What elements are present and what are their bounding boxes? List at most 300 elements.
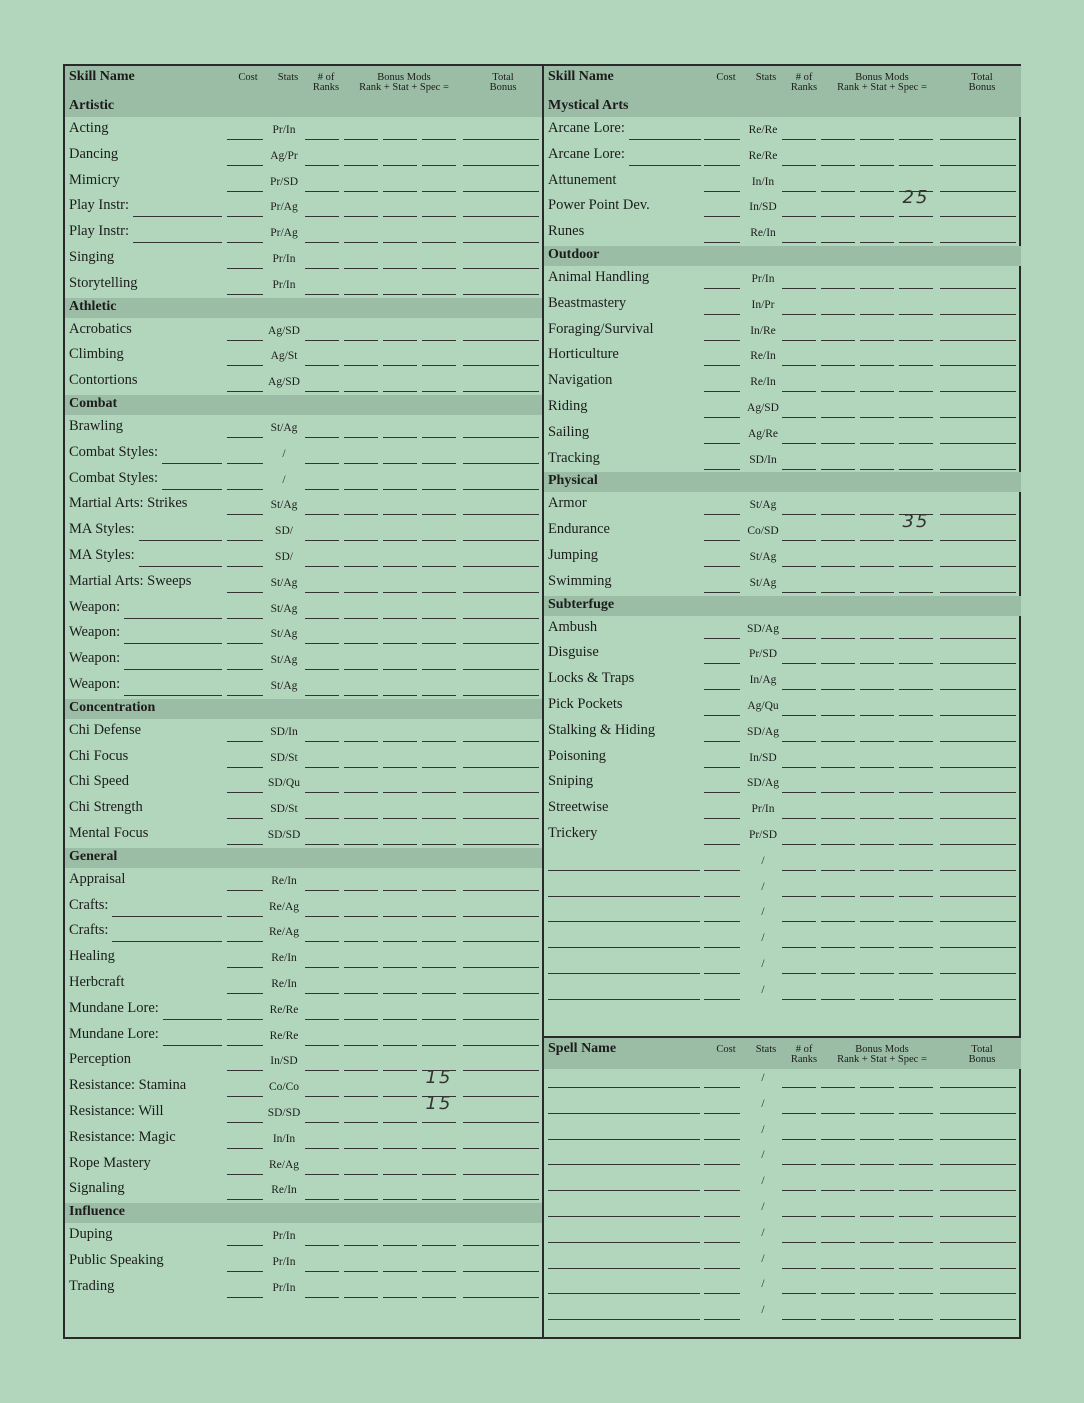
stat-bonus-field[interactable] bbox=[383, 695, 417, 696]
total-bonus-field[interactable] bbox=[940, 818, 1016, 819]
skill-specialization-field[interactable] bbox=[163, 1045, 222, 1046]
stat-bonus-field[interactable] bbox=[383, 792, 417, 793]
cost-field[interactable] bbox=[227, 695, 263, 696]
cost-field[interactable] bbox=[704, 663, 740, 664]
spec-bonus-field[interactable] bbox=[422, 463, 456, 464]
stat-bonus-field[interactable] bbox=[860, 443, 894, 444]
total-bonus-field[interactable] bbox=[940, 870, 1016, 871]
total-bonus-field[interactable] bbox=[463, 242, 539, 243]
skill-specialization-field[interactable] bbox=[629, 165, 701, 166]
total-bonus-field[interactable] bbox=[940, 1139, 1016, 1140]
spec-bonus-field[interactable] bbox=[899, 715, 933, 716]
spec-bonus-field[interactable] bbox=[422, 437, 456, 438]
rank-bonus-field[interactable] bbox=[821, 896, 855, 897]
cost-field[interactable] bbox=[704, 1319, 740, 1320]
ranks-field[interactable] bbox=[782, 1293, 816, 1294]
spec-bonus-field[interactable] bbox=[422, 695, 456, 696]
total-bonus-field[interactable] bbox=[463, 1245, 539, 1246]
rank-bonus-field[interactable] bbox=[821, 999, 855, 1000]
cost-field[interactable] bbox=[227, 1070, 263, 1071]
spell-name-field[interactable] bbox=[548, 1087, 700, 1088]
rank-bonus-field[interactable] bbox=[821, 443, 855, 444]
rank-bonus-field[interactable] bbox=[821, 216, 855, 217]
total-bonus-field[interactable] bbox=[940, 216, 1016, 217]
stat-bonus-field[interactable] bbox=[860, 973, 894, 974]
rank-bonus-field[interactable] bbox=[821, 1242, 855, 1243]
cost-field[interactable] bbox=[227, 391, 263, 392]
total-bonus-field[interactable] bbox=[940, 417, 1016, 418]
total-bonus-field[interactable] bbox=[940, 469, 1016, 470]
ranks-field[interactable] bbox=[782, 288, 816, 289]
stat-bonus-field[interactable] bbox=[860, 638, 894, 639]
stat-bonus-field[interactable] bbox=[383, 437, 417, 438]
rank-bonus-field[interactable] bbox=[344, 340, 378, 341]
spell-name-field[interactable] bbox=[548, 1113, 700, 1114]
stat-bonus-field[interactable] bbox=[383, 514, 417, 515]
ranks-field[interactable] bbox=[305, 967, 339, 968]
ranks-field[interactable] bbox=[782, 514, 816, 515]
ranks-field[interactable] bbox=[782, 896, 816, 897]
total-bonus-field[interactable] bbox=[463, 1271, 539, 1272]
rank-bonus-field[interactable] bbox=[344, 514, 378, 515]
cost-field[interactable] bbox=[704, 1113, 740, 1114]
total-bonus-field[interactable] bbox=[463, 489, 539, 490]
stat-bonus-field[interactable] bbox=[383, 540, 417, 541]
rank-bonus-field[interactable] bbox=[821, 767, 855, 768]
rank-bonus-field[interactable] bbox=[344, 191, 378, 192]
spec-bonus-field[interactable] bbox=[422, 540, 456, 541]
rank-bonus-field[interactable] bbox=[344, 1070, 378, 1071]
stat-bonus-field[interactable] bbox=[860, 191, 894, 192]
total-bonus-field[interactable] bbox=[463, 391, 539, 392]
rank-bonus-field[interactable] bbox=[821, 792, 855, 793]
cost-field[interactable] bbox=[227, 792, 263, 793]
spec-bonus-field[interactable] bbox=[422, 844, 456, 845]
total-bonus-field[interactable] bbox=[463, 818, 539, 819]
total-bonus-field[interactable] bbox=[463, 463, 539, 464]
rank-bonus-field[interactable] bbox=[821, 1216, 855, 1217]
ranks-field[interactable] bbox=[305, 242, 339, 243]
rank-bonus-field[interactable] bbox=[821, 870, 855, 871]
total-bonus-field[interactable] bbox=[463, 916, 539, 917]
cost-field[interactable] bbox=[227, 592, 263, 593]
rank-bonus-field[interactable] bbox=[344, 489, 378, 490]
total-bonus-field[interactable] bbox=[940, 242, 1016, 243]
spec-bonus-field[interactable] bbox=[899, 1216, 933, 1217]
rank-bonus-field[interactable] bbox=[821, 947, 855, 948]
rank-bonus-field[interactable] bbox=[821, 288, 855, 289]
rank-bonus-field[interactable] bbox=[821, 417, 855, 418]
rank-bonus-field[interactable] bbox=[344, 391, 378, 392]
ranks-field[interactable] bbox=[305, 941, 339, 942]
ranks-field[interactable] bbox=[305, 165, 339, 166]
spec-bonus-field[interactable] bbox=[899, 242, 933, 243]
total-bonus-field[interactable] bbox=[940, 592, 1016, 593]
stat-bonus-field[interactable] bbox=[860, 1216, 894, 1217]
rank-bonus-field[interactable] bbox=[821, 1190, 855, 1191]
cost-field[interactable] bbox=[704, 844, 740, 845]
stat-bonus-field[interactable] bbox=[383, 967, 417, 968]
rank-bonus-field[interactable] bbox=[344, 941, 378, 942]
cost-field[interactable] bbox=[227, 993, 263, 994]
total-bonus-field[interactable] bbox=[940, 365, 1016, 366]
total-bonus-field[interactable] bbox=[463, 566, 539, 567]
cost-field[interactable] bbox=[704, 514, 740, 515]
spell-name-field[interactable] bbox=[548, 1216, 700, 1217]
rank-bonus-field[interactable] bbox=[344, 294, 378, 295]
ranks-field[interactable] bbox=[305, 1122, 339, 1123]
rank-bonus-field[interactable] bbox=[344, 767, 378, 768]
cost-field[interactable] bbox=[704, 1164, 740, 1165]
cost-field[interactable] bbox=[704, 139, 740, 140]
spec-bonus-field[interactable] bbox=[899, 663, 933, 664]
rank-bonus-field[interactable] bbox=[344, 792, 378, 793]
cost-field[interactable] bbox=[227, 741, 263, 742]
stat-bonus-field[interactable] bbox=[860, 139, 894, 140]
ranks-field[interactable] bbox=[305, 1199, 339, 1200]
stat-bonus-field[interactable] bbox=[860, 999, 894, 1000]
spec-bonus-field[interactable] bbox=[899, 818, 933, 819]
rank-bonus-field[interactable] bbox=[821, 1113, 855, 1114]
stat-bonus-field[interactable] bbox=[860, 792, 894, 793]
stat-bonus-field[interactable] bbox=[860, 566, 894, 567]
ranks-field[interactable] bbox=[305, 643, 339, 644]
ranks-field[interactable] bbox=[782, 469, 816, 470]
spec-bonus-field[interactable] bbox=[899, 1113, 933, 1114]
spec-bonus-field[interactable] bbox=[899, 1293, 933, 1294]
ranks-field[interactable] bbox=[305, 268, 339, 269]
spec-bonus-field[interactable] bbox=[899, 921, 933, 922]
spec-bonus-field[interactable] bbox=[422, 216, 456, 217]
rank-bonus-field[interactable] bbox=[344, 165, 378, 166]
cost-field[interactable] bbox=[227, 365, 263, 366]
ranks-field[interactable] bbox=[782, 870, 816, 871]
spec-bonus-field[interactable] bbox=[899, 139, 933, 140]
total-bonus-field[interactable] bbox=[463, 540, 539, 541]
total-bonus-field[interactable] bbox=[940, 792, 1016, 793]
spec-bonus-field[interactable] bbox=[422, 1271, 456, 1272]
stat-bonus-field[interactable] bbox=[860, 741, 894, 742]
cost-field[interactable] bbox=[227, 294, 263, 295]
cost-field[interactable] bbox=[704, 1268, 740, 1269]
total-bonus-field[interactable] bbox=[463, 669, 539, 670]
spec-bonus-field[interactable] bbox=[422, 139, 456, 140]
rank-bonus-field[interactable] bbox=[344, 993, 378, 994]
rank-bonus-field[interactable] bbox=[344, 437, 378, 438]
skill-specialization-field[interactable] bbox=[124, 695, 222, 696]
rank-bonus-field[interactable] bbox=[821, 314, 855, 315]
total-bonus-field[interactable] bbox=[940, 540, 1016, 541]
ranks-field[interactable] bbox=[305, 566, 339, 567]
stat-bonus-field[interactable] bbox=[383, 890, 417, 891]
rank-bonus-field[interactable] bbox=[821, 1268, 855, 1269]
stat-bonus-field[interactable] bbox=[383, 941, 417, 942]
spec-bonus-field[interactable] bbox=[899, 792, 933, 793]
rank-bonus-field[interactable] bbox=[344, 844, 378, 845]
cost-field[interactable] bbox=[227, 340, 263, 341]
stat-bonus-field[interactable] bbox=[383, 767, 417, 768]
ranks-field[interactable] bbox=[782, 592, 816, 593]
rank-bonus-field[interactable] bbox=[821, 469, 855, 470]
stat-bonus-field[interactable] bbox=[383, 489, 417, 490]
spec-bonus-field[interactable] bbox=[422, 941, 456, 942]
spec-bonus-field[interactable] bbox=[899, 870, 933, 871]
stat-bonus-field[interactable] bbox=[860, 242, 894, 243]
cost-field[interactable] bbox=[704, 391, 740, 392]
cost-field[interactable] bbox=[704, 870, 740, 871]
stat-bonus-field[interactable] bbox=[860, 818, 894, 819]
rank-bonus-field[interactable] bbox=[344, 1245, 378, 1246]
stat-bonus-field[interactable] bbox=[860, 514, 894, 515]
total-bonus-field[interactable] bbox=[940, 715, 1016, 716]
stat-bonus-field[interactable] bbox=[860, 1139, 894, 1140]
ranks-field[interactable] bbox=[305, 514, 339, 515]
ranks-field[interactable] bbox=[782, 1139, 816, 1140]
rank-bonus-field[interactable] bbox=[821, 818, 855, 819]
ranks-field[interactable] bbox=[782, 767, 816, 768]
stat-bonus-field[interactable] bbox=[383, 216, 417, 217]
rank-bonus-field[interactable] bbox=[821, 242, 855, 243]
skill-specialization-field[interactable] bbox=[162, 489, 222, 490]
rank-bonus-field[interactable] bbox=[344, 463, 378, 464]
cost-field[interactable] bbox=[704, 566, 740, 567]
stat-bonus-field[interactable] bbox=[383, 139, 417, 140]
skill-specialization-field[interactable] bbox=[112, 916, 222, 917]
total-bonus-field[interactable] bbox=[463, 643, 539, 644]
cost-field[interactable] bbox=[227, 191, 263, 192]
total-bonus-field[interactable] bbox=[463, 1174, 539, 1175]
rank-bonus-field[interactable] bbox=[821, 844, 855, 845]
stat-bonus-field[interactable] bbox=[860, 844, 894, 845]
cost-field[interactable] bbox=[227, 941, 263, 942]
total-bonus-field[interactable] bbox=[940, 1164, 1016, 1165]
stat-bonus-field[interactable] bbox=[383, 592, 417, 593]
stat-bonus-field[interactable] bbox=[383, 463, 417, 464]
stat-bonus-field[interactable] bbox=[860, 1268, 894, 1269]
total-bonus-field[interactable] bbox=[940, 191, 1016, 192]
cost-field[interactable] bbox=[704, 288, 740, 289]
spec-bonus-field[interactable] bbox=[422, 489, 456, 490]
total-bonus-field[interactable] bbox=[940, 844, 1016, 845]
rank-bonus-field[interactable] bbox=[821, 1319, 855, 1320]
total-bonus-field[interactable] bbox=[463, 1148, 539, 1149]
stat-bonus-field[interactable] bbox=[860, 1087, 894, 1088]
cost-field[interactable] bbox=[227, 618, 263, 619]
stat-bonus-field[interactable] bbox=[383, 191, 417, 192]
rank-bonus-field[interactable] bbox=[344, 566, 378, 567]
ranks-field[interactable] bbox=[782, 340, 816, 341]
rank-bonus-field[interactable] bbox=[344, 1122, 378, 1123]
stat-bonus-field[interactable] bbox=[860, 1319, 894, 1320]
total-bonus-field[interactable] bbox=[463, 165, 539, 166]
stat-bonus-field[interactable] bbox=[860, 365, 894, 366]
cost-field[interactable] bbox=[704, 1242, 740, 1243]
cost-field[interactable] bbox=[704, 741, 740, 742]
ranks-field[interactable] bbox=[305, 1096, 339, 1097]
total-bonus-field[interactable] bbox=[940, 443, 1016, 444]
cost-field[interactable] bbox=[227, 566, 263, 567]
total-bonus-field[interactable] bbox=[940, 340, 1016, 341]
stat-bonus-field[interactable] bbox=[383, 1148, 417, 1149]
cost-field[interactable] bbox=[704, 1087, 740, 1088]
ranks-field[interactable] bbox=[782, 165, 816, 166]
spec-bonus-field[interactable] bbox=[899, 1139, 933, 1140]
stat-bonus-field[interactable] bbox=[383, 242, 417, 243]
skill-specialization-field[interactable] bbox=[124, 643, 222, 644]
stat-bonus-field[interactable] bbox=[860, 689, 894, 690]
spec-bonus-field[interactable] bbox=[899, 638, 933, 639]
total-bonus-field[interactable] bbox=[940, 1319, 1016, 1320]
cost-field[interactable] bbox=[704, 365, 740, 366]
cost-field[interactable] bbox=[227, 514, 263, 515]
spec-bonus-field[interactable] bbox=[422, 340, 456, 341]
total-bonus-field[interactable] bbox=[463, 695, 539, 696]
spec-bonus-field[interactable] bbox=[899, 469, 933, 470]
spec-bonus-field[interactable] bbox=[422, 1245, 456, 1246]
cost-field[interactable] bbox=[704, 1139, 740, 1140]
ranks-field[interactable] bbox=[782, 792, 816, 793]
ranks-field[interactable] bbox=[782, 921, 816, 922]
skill-specialization-field[interactable] bbox=[162, 463, 222, 464]
total-bonus-field[interactable] bbox=[463, 365, 539, 366]
rank-bonus-field[interactable] bbox=[821, 391, 855, 392]
spec-bonus-field[interactable] bbox=[422, 818, 456, 819]
ranks-field[interactable] bbox=[305, 695, 339, 696]
skill-specialization-field[interactable] bbox=[124, 618, 222, 619]
stat-bonus-field[interactable] bbox=[860, 391, 894, 392]
total-bonus-field[interactable] bbox=[463, 1297, 539, 1298]
total-bonus-field[interactable] bbox=[940, 767, 1016, 768]
skill-specialization-field[interactable] bbox=[139, 540, 222, 541]
skill-specialization-field[interactable] bbox=[124, 669, 222, 670]
total-bonus-field[interactable] bbox=[940, 921, 1016, 922]
cost-field[interactable] bbox=[704, 540, 740, 541]
total-bonus-field[interactable] bbox=[940, 741, 1016, 742]
ranks-field[interactable] bbox=[305, 1019, 339, 1020]
ranks-field[interactable] bbox=[782, 314, 816, 315]
cost-field[interactable] bbox=[227, 1122, 263, 1123]
total-bonus-field[interactable] bbox=[940, 1293, 1016, 1294]
spec-bonus-field[interactable] bbox=[422, 669, 456, 670]
ranks-field[interactable] bbox=[305, 1045, 339, 1046]
rank-bonus-field[interactable] bbox=[344, 1045, 378, 1046]
rank-bonus-field[interactable] bbox=[821, 1087, 855, 1088]
spec-bonus-field[interactable] bbox=[899, 165, 933, 166]
cost-field[interactable] bbox=[704, 314, 740, 315]
stat-bonus-field[interactable] bbox=[860, 947, 894, 948]
rank-bonus-field[interactable] bbox=[344, 139, 378, 140]
ranks-field[interactable] bbox=[305, 592, 339, 593]
total-bonus-field[interactable] bbox=[463, 1070, 539, 1071]
total-bonus-field[interactable] bbox=[940, 288, 1016, 289]
rank-bonus-field[interactable] bbox=[821, 540, 855, 541]
spec-bonus-field[interactable] bbox=[422, 1019, 456, 1020]
rank-bonus-field[interactable] bbox=[344, 643, 378, 644]
ranks-field[interactable] bbox=[782, 715, 816, 716]
spell-name-field[interactable] bbox=[548, 1319, 700, 1320]
skill-name-field[interactable] bbox=[548, 947, 700, 948]
spec-bonus-field[interactable] bbox=[422, 391, 456, 392]
total-bonus-field[interactable] bbox=[940, 1190, 1016, 1191]
spec-bonus-field[interactable] bbox=[422, 741, 456, 742]
cost-field[interactable] bbox=[704, 689, 740, 690]
ranks-field[interactable] bbox=[782, 191, 816, 192]
rank-bonus-field[interactable] bbox=[344, 1174, 378, 1175]
cost-field[interactable] bbox=[704, 767, 740, 768]
cost-field[interactable] bbox=[227, 268, 263, 269]
total-bonus-field[interactable] bbox=[940, 514, 1016, 515]
cost-field[interactable] bbox=[704, 792, 740, 793]
cost-field[interactable] bbox=[227, 1199, 263, 1200]
total-bonus-field[interactable] bbox=[463, 767, 539, 768]
stat-bonus-field[interactable] bbox=[383, 741, 417, 742]
spec-bonus-field[interactable] bbox=[899, 566, 933, 567]
spec-bonus-field[interactable] bbox=[422, 618, 456, 619]
ranks-field[interactable] bbox=[782, 417, 816, 418]
total-bonus-field[interactable] bbox=[463, 1096, 539, 1097]
rank-bonus-field[interactable] bbox=[344, 592, 378, 593]
cost-field[interactable] bbox=[227, 139, 263, 140]
total-bonus-field[interactable] bbox=[463, 592, 539, 593]
rank-bonus-field[interactable] bbox=[344, 741, 378, 742]
ranks-field[interactable] bbox=[782, 365, 816, 366]
rank-bonus-field[interactable] bbox=[821, 1293, 855, 1294]
ranks-field[interactable] bbox=[782, 999, 816, 1000]
rank-bonus-field[interactable] bbox=[344, 618, 378, 619]
cost-field[interactable] bbox=[704, 592, 740, 593]
ranks-field[interactable] bbox=[305, 818, 339, 819]
spec-bonus-field[interactable] bbox=[422, 1148, 456, 1149]
total-bonus-field[interactable] bbox=[940, 391, 1016, 392]
rank-bonus-field[interactable] bbox=[821, 921, 855, 922]
skill-specialization-field[interactable] bbox=[133, 242, 222, 243]
stat-bonus-field[interactable] bbox=[860, 469, 894, 470]
stat-bonus-field[interactable] bbox=[860, 715, 894, 716]
total-bonus-field[interactable] bbox=[940, 896, 1016, 897]
cost-field[interactable] bbox=[704, 896, 740, 897]
stat-bonus-field[interactable] bbox=[860, 767, 894, 768]
skill-specialization-field[interactable] bbox=[112, 941, 222, 942]
spec-bonus-field[interactable] bbox=[899, 999, 933, 1000]
stat-bonus-field[interactable] bbox=[860, 1190, 894, 1191]
spec-bonus-field[interactable] bbox=[899, 896, 933, 897]
total-bonus-field[interactable] bbox=[940, 1113, 1016, 1114]
total-bonus-field[interactable] bbox=[463, 1045, 539, 1046]
total-bonus-field[interactable] bbox=[463, 216, 539, 217]
cost-field[interactable] bbox=[704, 715, 740, 716]
skill-specialization-field[interactable] bbox=[133, 216, 222, 217]
spec-bonus-field[interactable] bbox=[422, 514, 456, 515]
spec-bonus-field[interactable] bbox=[899, 1164, 933, 1165]
cost-field[interactable] bbox=[227, 767, 263, 768]
rank-bonus-field[interactable] bbox=[344, 268, 378, 269]
spell-name-field[interactable] bbox=[548, 1242, 700, 1243]
total-bonus-field[interactable] bbox=[940, 1087, 1016, 1088]
spec-bonus-field[interactable] bbox=[422, 365, 456, 366]
stat-bonus-field[interactable] bbox=[383, 1245, 417, 1246]
ranks-field[interactable] bbox=[782, 1113, 816, 1114]
rank-bonus-field[interactable] bbox=[821, 514, 855, 515]
spell-name-field[interactable] bbox=[548, 1164, 700, 1165]
stat-bonus-field[interactable] bbox=[860, 1113, 894, 1114]
total-bonus-field[interactable] bbox=[940, 139, 1016, 140]
ranks-field[interactable] bbox=[782, 1087, 816, 1088]
spec-bonus-field[interactable] bbox=[422, 792, 456, 793]
spec-bonus-field[interactable] bbox=[899, 1268, 933, 1269]
ranks-field[interactable] bbox=[782, 1268, 816, 1269]
rank-bonus-field[interactable] bbox=[344, 818, 378, 819]
spec-bonus-field[interactable] bbox=[422, 592, 456, 593]
